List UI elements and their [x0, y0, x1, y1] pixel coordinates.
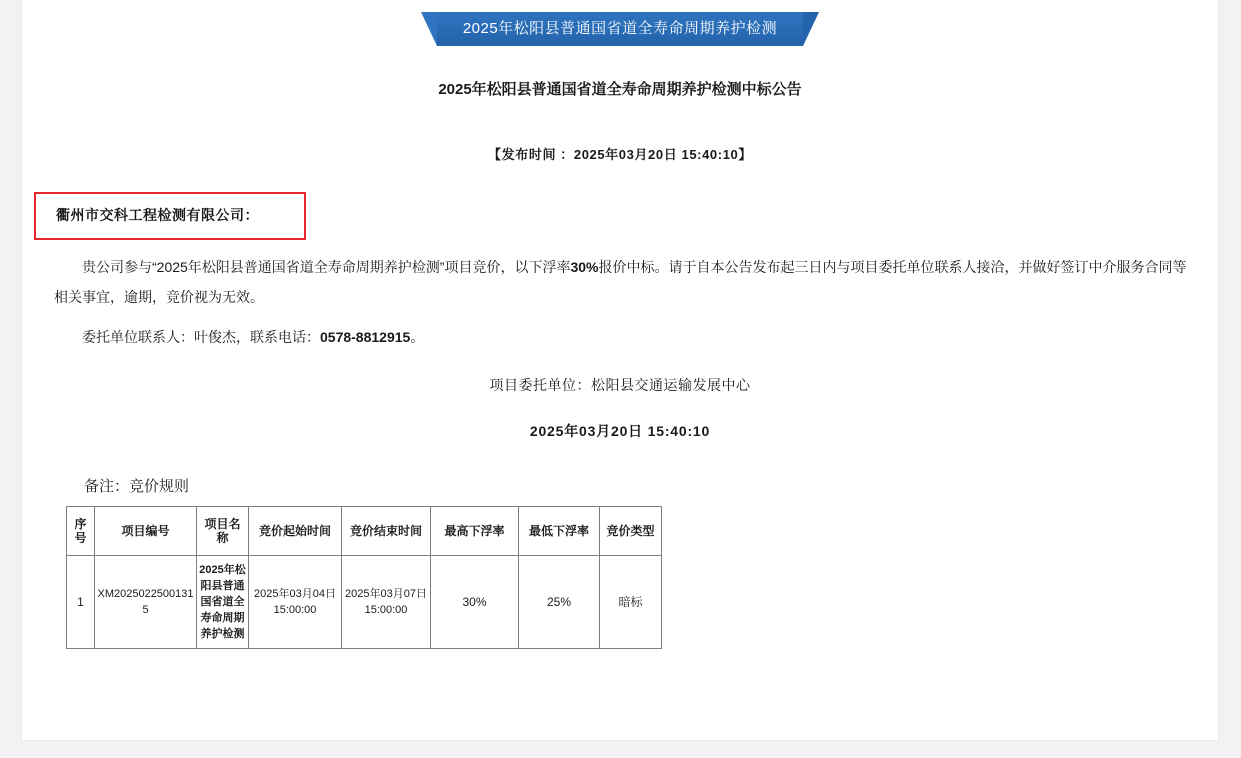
paragraph-contact-prefix: 委托单位联系人：叶俊杰，联系电话： — [82, 329, 320, 345]
paragraph-contact — [54, 322, 1198, 352]
table-row — [67, 556, 662, 649]
header-text: 竞价类型 — [606, 524, 655, 538]
header-text: 项目编号 — [121, 524, 170, 538]
table-header-cell — [249, 507, 342, 556]
cell-start-time: 2025年03月04日 15:00:00 — [249, 556, 342, 649]
table-header-cell — [600, 507, 662, 556]
paragraph-award-rate: 30% — [570, 259, 599, 275]
remark-label: 备注：竞价规则 — [84, 478, 190, 495]
entrusting-unit: 项目委托单位：松阳县交通运输发展中心 — [489, 377, 751, 393]
publish-time: 【发布时间 ：2025年03月20日 15:40:10】 — [488, 147, 752, 162]
header-text: 最低下浮率 — [528, 524, 589, 538]
table-header-cell — [67, 507, 95, 556]
table-header-cell — [342, 507, 431, 556]
table-header-cell — [197, 507, 249, 556]
contact-phone: 0578-8812915 — [320, 329, 411, 345]
paragraph-award — [54, 252, 1198, 312]
table-header-row — [67, 507, 662, 556]
header-text: 竞价结束时间 — [349, 524, 422, 538]
bidding-rules-table-wrapper — [66, 506, 662, 649]
header-text: 序号 — [74, 517, 87, 545]
cell-index: 1 — [67, 556, 95, 649]
table-header-cell — [431, 507, 519, 556]
header-text: 竞价起始时间 — [258, 524, 331, 538]
document-sheet — [22, 0, 1218, 740]
cell-project-name: 2025年松阳县普通国省道全寿命周期养护检测 — [197, 556, 249, 649]
header-text: 最高下浮率 — [444, 524, 505, 538]
page-title: 2025年松阳县普通国省道全寿命周期养护检测中标公告 — [438, 81, 802, 98]
cell-end-time: 2025年03月07日 15:00:00 — [342, 556, 431, 649]
cell-max-rate: 30% — [431, 556, 519, 649]
paragraph-award-prefix: 贵公司参与“2025年松阳县普通国省道全寿命周期养护检测”项目竞价，以下浮率 — [82, 259, 571, 275]
banner-container — [22, 12, 1218, 46]
cell-project-code: XM20250225001315 — [95, 556, 197, 649]
addressee: 衢州市交科工程检测有限公司： — [56, 207, 259, 223]
cell-bid-type: 暗标 — [600, 556, 662, 649]
sign-date: 2025年03月20日 15:40:10 — [529, 423, 711, 439]
table-header-cell — [519, 507, 600, 556]
paragraph-contact-suffix: 。 — [410, 329, 425, 345]
header-text: 项目名称 — [204, 517, 241, 545]
bidding-rules-table — [66, 506, 662, 649]
page-banner: 2025年松阳县普通国省道全寿命周期养护检测 — [437, 12, 803, 46]
paragraph-award-suffix: 报价中标。请于自本公告发布起三日内与项目委托单位联系人接洽，并做好签订中介服务合同等相关事宜，逾期，竞价视为无效。 — [54, 259, 1187, 305]
table-header-cell — [95, 507, 197, 556]
cell-min-rate: 25% — [519, 556, 600, 649]
